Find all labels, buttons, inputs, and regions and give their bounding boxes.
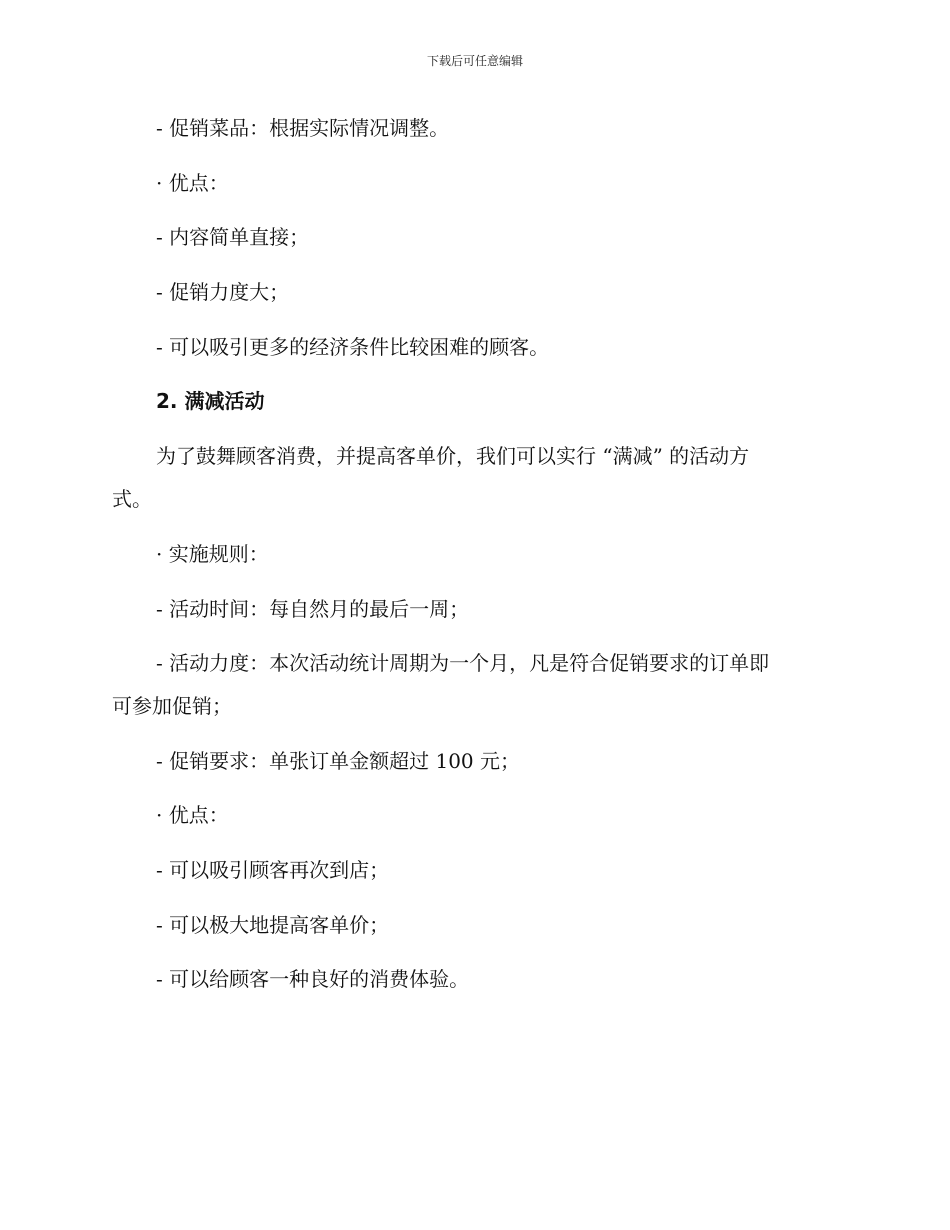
bullet-heading: · 优点： [156, 803, 229, 827]
list-item: - 活动时间：每自然月的最后一周； [156, 597, 470, 621]
list-item: - 内容简单直接； [156, 225, 310, 249]
list-item: - 活动力度：本次活动统计周期为一个月，凡是符合促销要求的订单即 [156, 651, 770, 675]
bullet-heading: · 实施规则： [156, 542, 269, 566]
list-item: - 可以吸引顾客再次到店； [156, 858, 390, 882]
section-heading: 2. 满减活动 [156, 389, 265, 413]
list-item: - 促销菜品：根据实际情况调整。 [156, 116, 450, 140]
list-item-continuation: 可参加促销； [112, 694, 232, 718]
list-item: - 促销要求：单张订单金额超过 100 元； [156, 749, 521, 773]
list-item: - 可以极大地提高客单价； [156, 913, 390, 937]
list-item: - 促销力度大； [156, 280, 290, 304]
paragraph-line: 式。 [112, 487, 152, 511]
bullet-heading: · 优点： [156, 171, 229, 195]
list-item: - 可以吸引更多的经济条件比较困难的顾客。 [156, 335, 550, 359]
paragraph-line: 为了鼓舞顾客消费，并提高客单价，我们可以实行 “满减” 的活动方 [156, 444, 750, 468]
page-header: 下载后可任意编辑 [426, 54, 523, 68]
list-item: - 可以给顾客一种良好的消费体验。 [156, 967, 470, 991]
